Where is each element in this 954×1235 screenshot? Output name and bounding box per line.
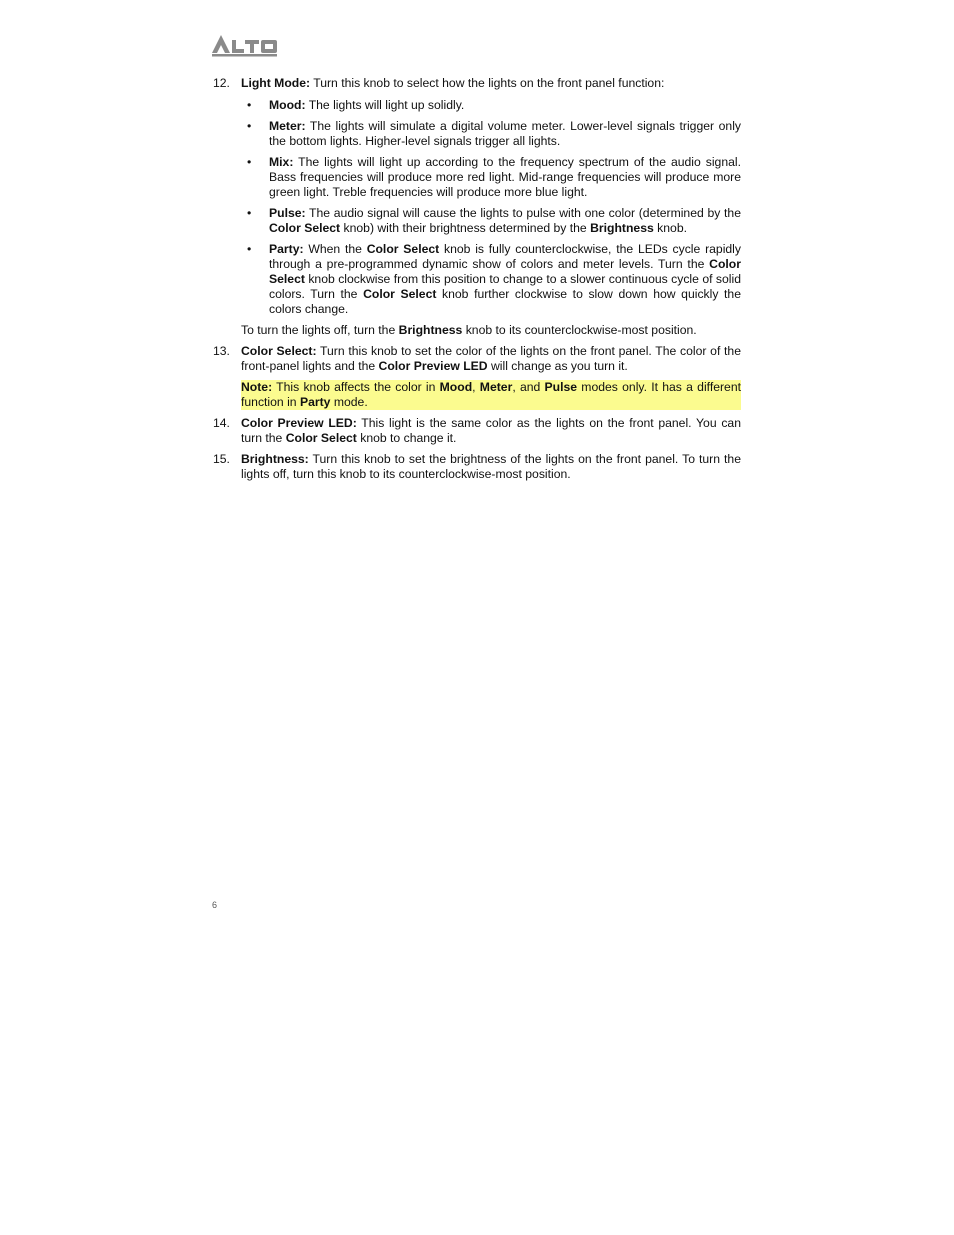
bullet-mix: • Mix: The lights will light up according to the frequency spectrum of the audio signal. Bass frequencies will produce more red light. Mid-range frequencies will produce more green light. Treble frequencies will produce more blue light. [247, 155, 741, 199]
highlighted-note: Note: This knob affects the color in Mood, Meter, and Pulse modes only. It has a different function in Party mode. [241, 380, 741, 409]
bullet-dot-icon: • [247, 119, 252, 133]
bullet-dot-icon: • [247, 98, 252, 112]
alto-professional-logo [212, 33, 278, 57]
bullet-pulse: • Pulse: The audio signal will cause the lights to pulse with one color (determined by the Color Select knob) with their brightness determined by the Brightness knob. [247, 206, 741, 235]
item-paragraph: Color Select: Turn this knob to set the color of the lights on the front panel. The color of the front-panel lights and the Color Preview LED will change as you turn it. [241, 344, 741, 373]
item-number: 14. [213, 416, 230, 430]
list-item-brightness [212, 452, 741, 482]
item-title: Color Select: [241, 344, 317, 358]
item-number: 12. [213, 76, 230, 90]
item-number: 15. [213, 452, 230, 466]
bullet-meter: • Meter: The lights will simulate a digital volume meter. Lower-level signals trigger only the bottom lights. Higher-level signals trigger all lights. [247, 119, 741, 148]
item-title: Brightness: [241, 452, 309, 466]
item-title: Color Preview LED: [241, 416, 357, 430]
list-item-light-mode [212, 76, 741, 338]
item-paragraph: Color Preview LED: This light is the same color as the lights on the front panel. You can turn the Color Select knob to change it. [241, 416, 741, 445]
list-item-color-select [212, 344, 741, 410]
item-paragraph: Brightness: Turn this knob to set the brightness of the lights on the front panel. To turn the lights off, turn this knob to its counterclockwise-most position. [241, 452, 741, 481]
bullet-mood: • Mood: The lights will light up solidly. [247, 98, 465, 112]
bullet-party: • Party: When the Color Select knob is fully counterclockwise, the LEDs cycle rapidly through a pre-programmed dynamic show of colors and meter levels. Turn the Color Select knob clockwise from this position to change to a slower continuous cycle of solid colors. Turn the Color Select knob further clockwise to slow down how quickly the colors change. [247, 242, 741, 316]
item-title: Light Mode: [241, 76, 311, 90]
bullet-dot-icon: • [247, 206, 252, 220]
item-paragraph: Light Mode: Turn this knob to select how the lights on the front panel function: [241, 76, 665, 90]
light-mode-options [241, 98, 741, 317]
lights-off-paragraph: To turn the lights off, turn the Brightness knob to its counterclockwise-most position. [241, 323, 697, 337]
manual-content [212, 76, 741, 488]
bullet-dot-icon: • [247, 242, 252, 256]
page-number: 6 [212, 900, 218, 910]
bullet-dot-icon: • [247, 155, 252, 169]
item-number: 13. [213, 344, 230, 358]
list-item-color-preview-led [212, 416, 741, 446]
